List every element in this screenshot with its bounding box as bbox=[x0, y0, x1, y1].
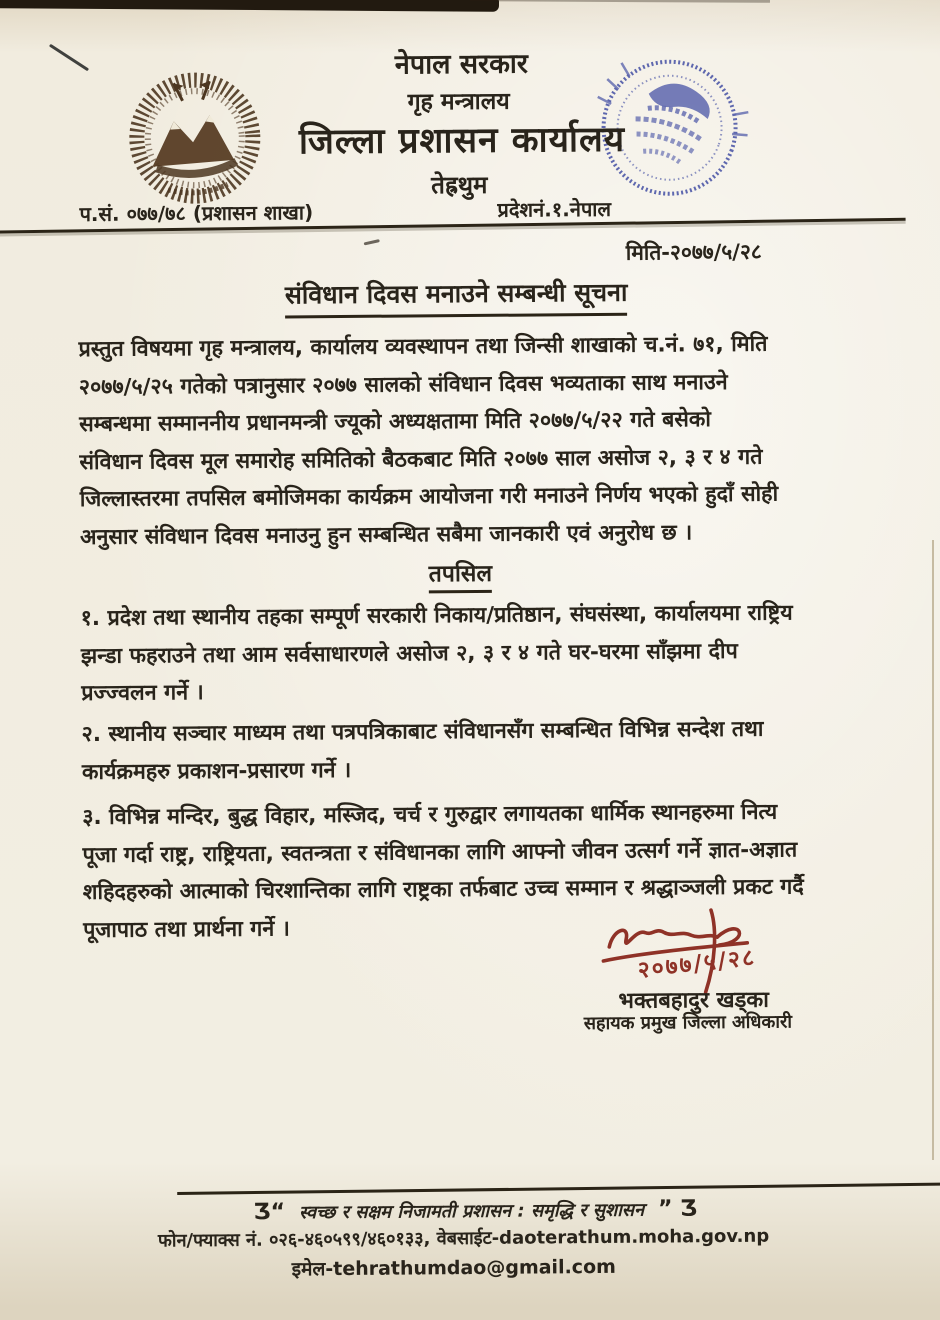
text-line: २०७७/५/२५ गतेको पत्रानुसार २०७७ सालको संविधान दिवस भव्यताका साथ मनाउने bbox=[78, 369, 728, 400]
footer-divider bbox=[177, 1183, 940, 1195]
text-line: जिल्लास्तरमा तपसिल बमोजिमका कार्यक्रम आयोजना गरी मनाउने निर्णय भएको हुदाँ सोही bbox=[79, 481, 779, 513]
footer-phone-website: फोन/फ्याक्स नं. ०२६-४६०५९९/४६०१३३, वेबसाईट-daoterathum.moha.gov.np bbox=[157, 1225, 770, 1252]
text-line: कार्यक्रमहरु प्रकाशन-प्रसारण गर्ने । bbox=[81, 757, 352, 785]
schedule-item-1 bbox=[81, 594, 882, 713]
nepal-government-emblem-icon bbox=[104, 59, 285, 220]
text-line: १. प्रदेश तथा स्थानीय तहका सम्पूर्ण सरकारी निकाय/प्रतिष्ठान, संघसंस्था, कार्यालयमा राष्ट्रिय bbox=[80, 600, 793, 632]
footer-email: इमेल-tehrathumdao@gmail.com bbox=[291, 1255, 616, 1281]
signatory-name: भक्तबहादुर खड्का bbox=[618, 987, 770, 1014]
slogan-ornament-icon: ” Ʒ bbox=[657, 1196, 698, 1222]
header-district: तेह्रथुम bbox=[431, 170, 488, 200]
text-line: शहिदहरुको आत्माको चिरशान्तिका लागि राष्ट्रका तर्फबाट उच्च सम्मान र श्रद्धाञ्जली प्रकट गर्दै bbox=[82, 874, 804, 906]
text-line: पूजापाठ तथा प्रार्थना गर्ने । bbox=[83, 915, 290, 943]
text-line: प्रस्तुत विषयमा गृह मन्त्रालय, कार्यालय व्यवस्थापन तथा जिन्सी शाखाको च.नं. ७१, मिति bbox=[78, 331, 768, 363]
handwritten-date: २०७७/५/२८ bbox=[636, 944, 758, 984]
header-office-name: जिल्ला प्रशासन कार्यालय bbox=[298, 119, 626, 163]
body-paragraph bbox=[78, 325, 880, 556]
letter-title: संविधान दिवस मनाउने सम्बन्धी सूचना bbox=[285, 275, 628, 319]
text-line: प्रज्ज्वलन गर्ने । bbox=[81, 680, 204, 707]
slogan-ornament-icon: Ʒ“ bbox=[253, 1199, 286, 1225]
reference-number: प.सं. ०७७/७८ (प्रशासन शाखा) bbox=[79, 200, 314, 227]
header-ministry: गृह मन्त्रालय bbox=[407, 88, 510, 116]
signatory-designation: सहायक प्रमुख जिल्ला अधिकारी bbox=[583, 1011, 793, 1035]
footer-slogan bbox=[239, 1196, 711, 1225]
schedule-item-2 bbox=[81, 710, 882, 791]
text-line: अनुसार संविधान दिवस मनाउनु हुन सम्बन्धित सबैमा जानकारी एवं अनुरोध छ । bbox=[79, 519, 693, 550]
text-line: पूजा गर्दा राष्ट्र, राष्ट्रियता, स्वतन्त्रता र संविधानका लागि आफ्नो जीवन उत्सर्ग गर्ने ज्ञात-अज्ञात bbox=[82, 836, 798, 868]
text-line: झन्डा फहराउने तथा आम सर्वसाधारणले असोज २, ३ र ४ गते घर-घरमा साँझमा दीप bbox=[80, 638, 738, 669]
schedule-heading: तपसिल bbox=[429, 556, 493, 593]
stray-pen-mark bbox=[364, 239, 380, 245]
slogan-text: स्वच्छ र सक्षम निजामती प्रशासन : समृद्धि र सुशासन bbox=[298, 1199, 645, 1224]
text-line: २. स्थानीय सञ्चार माध्यम तथा पत्रपत्रिकाबाट संविधानसँग सम्बन्धित विभिन्न सन्देश तथा bbox=[81, 716, 764, 748]
letter-date: मिति-२०७७/५/२८ bbox=[625, 239, 762, 265]
header-government: नेपाल सरकार bbox=[394, 48, 529, 81]
text-line: ३. विभिन्न मन्दिर, बुद्ध विहार, मस्जिद, चर्च र गुरुद्वार लगायतका धार्मिक स्थानहरुमा नित्य bbox=[82, 799, 778, 831]
text-line: संविधान दिवस मूल समारोह समितिको बैठकबाट मिति २०७७ साल असोज २, ३ र ४ गते bbox=[79, 444, 763, 475]
province-label: प्रदेशनं.१.नेपाल bbox=[497, 196, 612, 222]
text-line: सम्बन्धमा सम्माननीय प्रधानमन्त्री ज्यूको अध्यक्षतामा मिति २०७७/५/२२ गते बसेको bbox=[79, 407, 712, 438]
